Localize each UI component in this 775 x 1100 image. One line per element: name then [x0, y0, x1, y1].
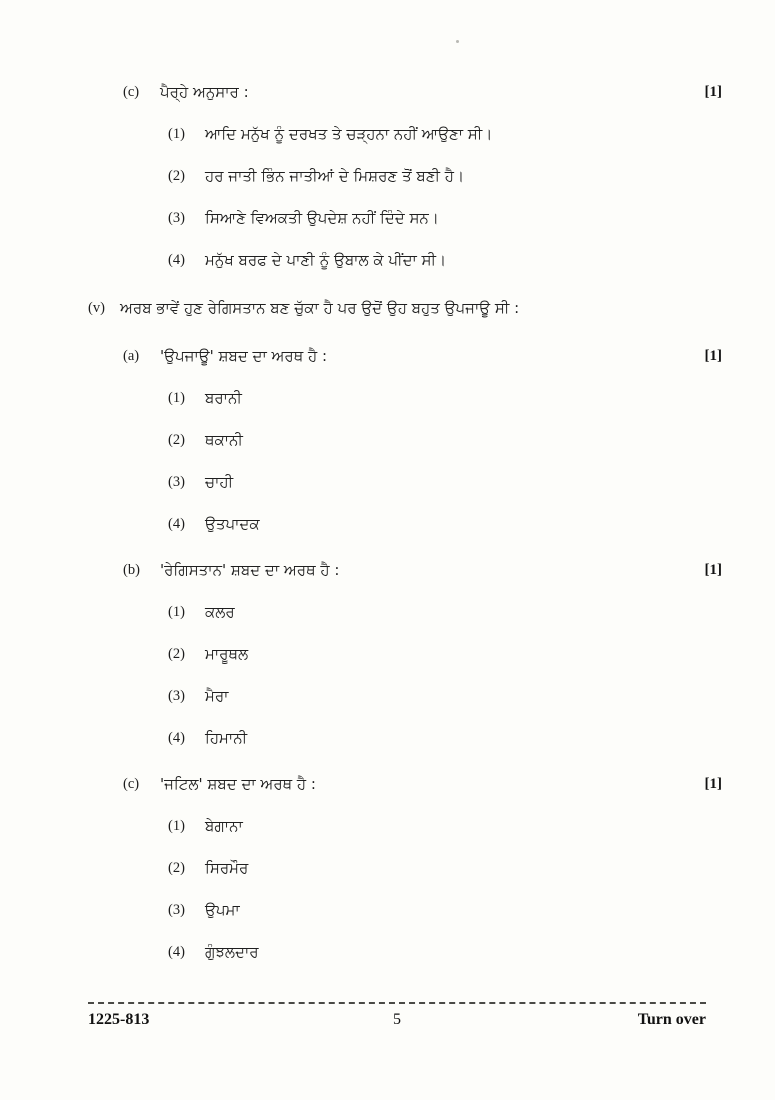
- option-number: (1): [168, 390, 185, 406]
- option-number: (1): [168, 604, 185, 620]
- option-number: (2): [168, 860, 185, 876]
- question-v-a-label: (a): [123, 348, 140, 364]
- option-text: ਮਾਰੂਥਲ: [205, 645, 249, 663]
- option-number: (4): [168, 516, 185, 532]
- option-text: ਗੁੰਝਲਦਾਰ: [205, 943, 259, 961]
- question-c-option-4: [0, 250, 775, 292]
- option-text: ਮਨੁੱਖ ਬਰਫ ਦੇ ਪਾਣੀ ਨੂੰ ਉਬਾਲ ਕੇ ਪੀਂਦਾ ਸੀ।: [205, 251, 447, 269]
- option-text: ਥਕਾਨੀ: [205, 431, 243, 449]
- question-v-a-row: [0, 346, 775, 388]
- option-text: ਉਤਪਾਦਕ: [205, 515, 260, 533]
- question-v-b-option-1: [0, 602, 775, 644]
- question-v-b-text: 'ਰੇਗਿਸਤਾਨ' ਸ਼ਬਦ ਦਾ ਅਰਥ ਹੈ :: [160, 561, 340, 579]
- question-v-a-option-4: [0, 514, 775, 556]
- option-text: ਸਿਆਣੇ ਵਿਅਕਤੀ ਉਪਦੇਸ਼ ਨਹੀਂ ਦਿੰਦੇ ਸਨ।: [205, 209, 439, 227]
- question-v-a-option-3: [0, 472, 775, 514]
- question-c-label: (c): [123, 84, 140, 100]
- question-v-a-marks: [1]: [704, 348, 722, 364]
- question-c-option-1: [0, 124, 775, 166]
- footer-row: [88, 1011, 706, 1029]
- option-text: ਆਦਿ ਮਨੁੱਖ ਨੂੰ ਦਰਖਤ ਤੇ ਚੜ੍ਹਨਾ ਨਹੀਂ ਆਉਣਾ ਸੀ।: [205, 125, 493, 143]
- page-content: [0, 82, 775, 984]
- question-c-option-3: [0, 208, 775, 250]
- option-number: (4): [168, 730, 185, 746]
- option-text: ਚਾਹੀ: [205, 473, 234, 491]
- question-v-row: [0, 298, 775, 340]
- option-number: (2): [168, 168, 185, 184]
- question-v-a-text: 'ਉਪਜਾਊ' ਸ਼ਬਦ ਦਾ ਅਰਥ ਹੈ :: [160, 347, 328, 365]
- option-text: ਬੇਗਾਨਾ: [205, 817, 243, 835]
- question-v-b-row: [0, 560, 775, 602]
- question-v-c-text: 'ਜਟਿਲ' ਸ਼ਬਦ ਦਾ ਅਰਥ ਹੈ :: [160, 775, 316, 793]
- question-v-c-option-4: [0, 942, 775, 984]
- question-v-c-label: (c): [123, 776, 140, 792]
- question-v-b-option-4: [0, 728, 775, 770]
- question-v-b-option-2: [0, 644, 775, 686]
- paper-code: 1225-813: [88, 1011, 150, 1028]
- option-text: ਕਲਰ: [205, 603, 235, 621]
- question-c-row: [0, 82, 775, 124]
- option-text: ਹਰ ਜਾਤੀ ਭਿੰਨ ਜਾਤੀਆਂ ਦੇ ਮਿਸ਼ਰਣ ਤੋਂ ਬਣੀ ਹੈ।: [205, 167, 465, 185]
- question-v-label: (v): [88, 300, 105, 316]
- question-c-marks: [1]: [704, 84, 722, 100]
- option-number: (4): [168, 944, 185, 960]
- question-v-a-option-1: [0, 388, 775, 430]
- question-v-b-marks: [1]: [704, 562, 722, 578]
- option-number: (2): [168, 432, 185, 448]
- question-c-option-2: [0, 166, 775, 208]
- option-number: (3): [168, 902, 185, 918]
- option-number: (2): [168, 646, 185, 662]
- option-text: ਹਿਮਾਨੀ: [205, 729, 248, 747]
- option-number: (1): [168, 126, 185, 142]
- page-number: 5: [393, 1011, 401, 1028]
- option-text: ਮੈਰਾ: [205, 687, 229, 705]
- option-text: ਸਿਰਮੌਰ: [205, 859, 249, 877]
- question-c-text: ਪੈਰ੍ਹੇ ਅਨੁਸਾਰ :: [160, 83, 249, 101]
- option-number: (3): [168, 474, 185, 490]
- question-v-b-option-3: [0, 686, 775, 728]
- option-number: (3): [168, 688, 185, 704]
- turn-over-label: Turn over: [637, 1011, 706, 1028]
- scan-artifact: [456, 40, 459, 43]
- page-footer: [88, 1002, 706, 1029]
- question-v-b-label: (b): [123, 562, 140, 578]
- question-v-c-row: [0, 774, 775, 816]
- question-v-c-option-2: [0, 858, 775, 900]
- option-text: ਬਰਾਨੀ: [205, 389, 242, 407]
- question-v-c-marks: [1]: [704, 776, 722, 792]
- question-v-c-option-3: [0, 900, 775, 942]
- option-number: (1): [168, 818, 185, 834]
- option-text: ਉਪਮਾ: [205, 901, 240, 919]
- option-number: (4): [168, 252, 185, 268]
- question-v-a-option-2: [0, 430, 775, 472]
- question-v-c-option-1: [0, 816, 775, 858]
- question-v-text: ਅਰਬ ਭਾਵੇਂ ਹੁਣ ਰੇਗਿਸਤਾਨ ਬਣ ਚੁੱਕਾ ਹੈ ਪਰ ਉਦੋਂ ਉਹ ਬਹੁਤ ਉਪਜਾਊ ਸੀ :: [120, 299, 520, 317]
- option-number: (3): [168, 210, 185, 226]
